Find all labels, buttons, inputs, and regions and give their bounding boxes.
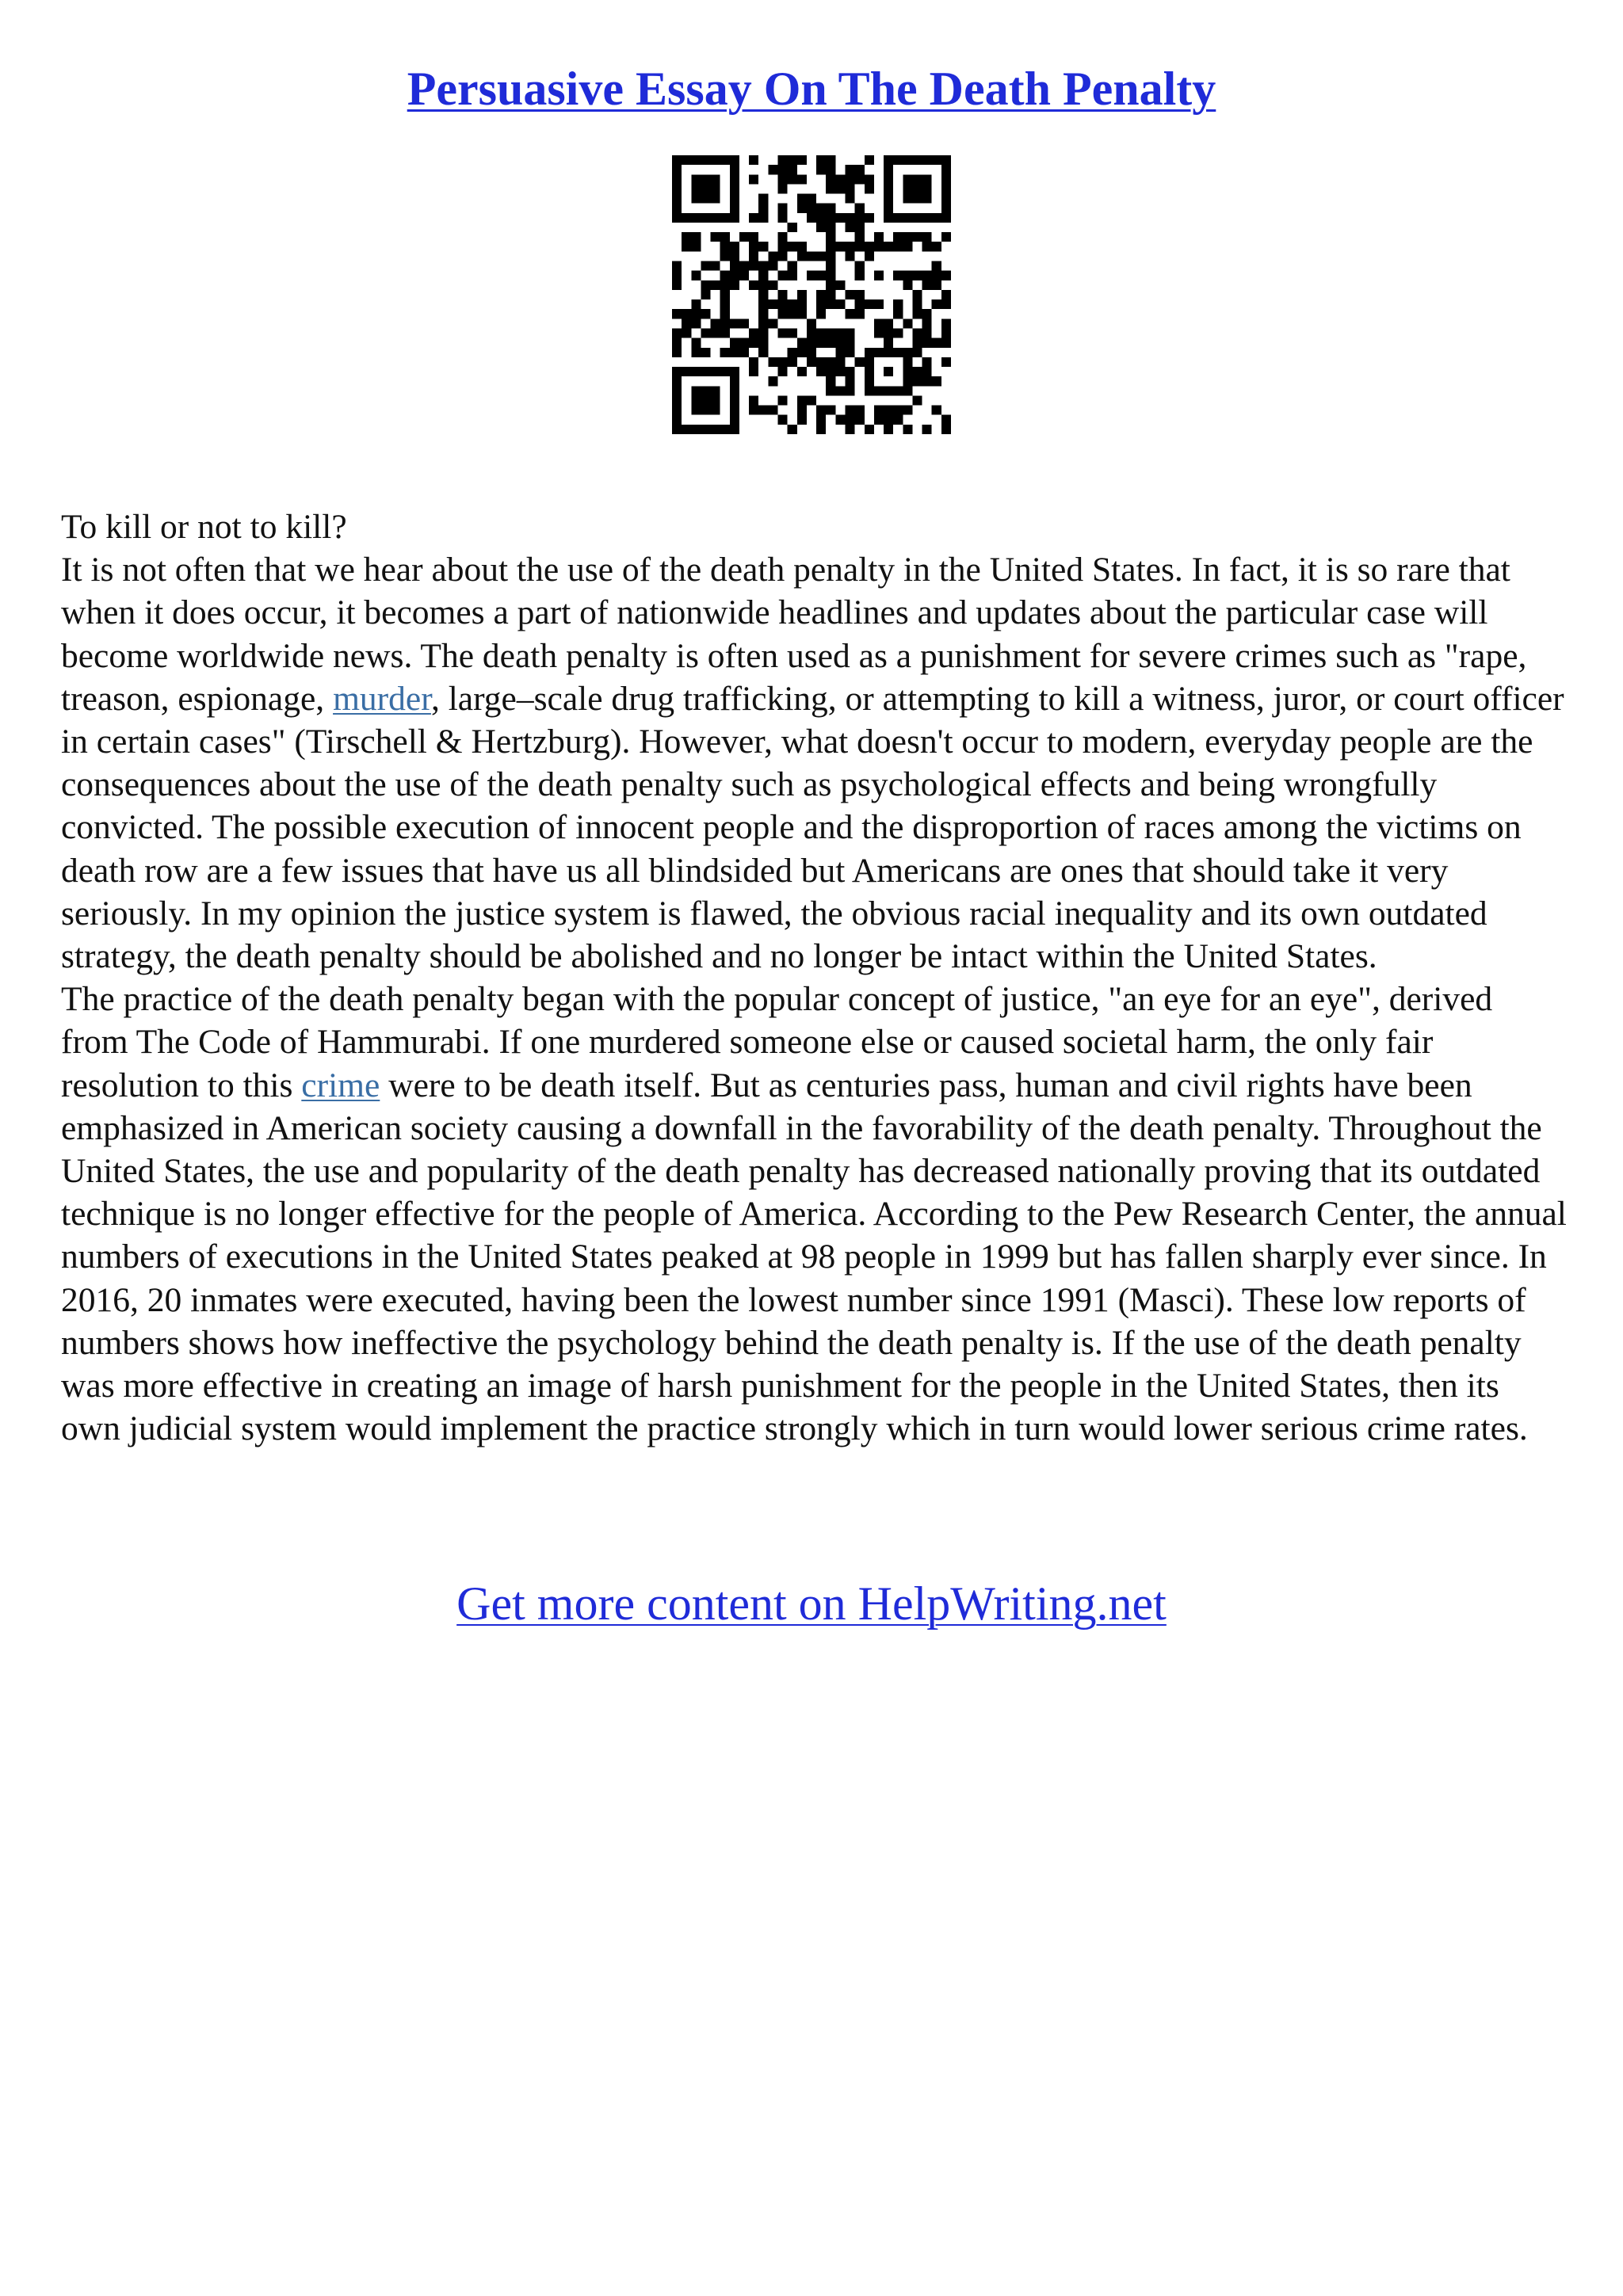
footer	[0, 1572, 1623, 1635]
essay-body	[61, 505, 1567, 1450]
essay-paragraph-intro	[61, 548, 1567, 978]
murder-link[interactable]: murder	[333, 679, 431, 718]
qr-code-icon	[672, 155, 951, 434]
crime-link[interactable]: crime	[301, 1066, 380, 1104]
paragraph-text: , large–scale drug trafficking, or attempting to kill a witness, juror, or court officer in certain cases" (Tirschell & Hertzburg). However, what doesn't occur to modern, everyday people are the consequences about the use of the death penalty such as psychological effects and being wrongfully convicted. The possible execution of innocent people and the disproportion of races among the victims on death row are a few issues that have us all blindsided but Americans are ones that should take it very seriously. In my opinion the justice system is flawed, the obvious racial inequality and its own outdated strategy, the death penalty should be abolished and no longer be intact within the United States.	[61, 679, 1564, 976]
helpwriting-link[interactable]: Get more content on HelpWriting.net	[456, 1577, 1167, 1630]
page-title	[0, 57, 1623, 120]
title-link[interactable]: Persuasive Essay On The Death Penalty	[407, 63, 1216, 115]
paragraph-text: were to be death itself. But as centuries pass, human and civil rights have been emphasized in American society causing a downfall in the favorability of the death penalty. Throughout the United States, the use and popularity of the death penalty has decreased nationally proving that its outdated technique is no longer effective for the people of America. According to the Pew Research Center, the annual numbers of executions in the United States peaked at 98 people in 1999 but has fallen sharply ever since. In 2016, 20 inmates were executed, having been the lowest number since 1991 (Masci). These low reports of numbers shows how ineffective the psychology behind the death penalty is. If the use of the death penalty was more effective in creating an image of harsh punishment for the people in the United States, then its own judicial system would implement the practice strongly which in turn would lower serious crime rates.	[61, 1066, 1567, 1448]
paragraph-text: It is not often that we hear about the use of the death penalty in the United States. In fact, it is so rare that when it does occur, it becomes a part of nationwide headlines and updates about the particular case will become worldwide news. The death penalty is often used as a punishment for severe crimes such as "rape, treason, espionage,	[61, 551, 1527, 718]
paragraph-text: To kill or not to kill?	[61, 508, 347, 546]
paragraph-text: The practice of the death penalty began with the popular concept of justice, "an eye for an eye", derived from The Code of Hammurabi. If one murdered someone else or caused societal harm, the only fair resolution to this	[61, 980, 1493, 1104]
essay-paragraph-question	[61, 505, 1567, 548]
qr-code-graphic	[672, 155, 951, 434]
essay-paragraph-history	[61, 978, 1567, 1450]
